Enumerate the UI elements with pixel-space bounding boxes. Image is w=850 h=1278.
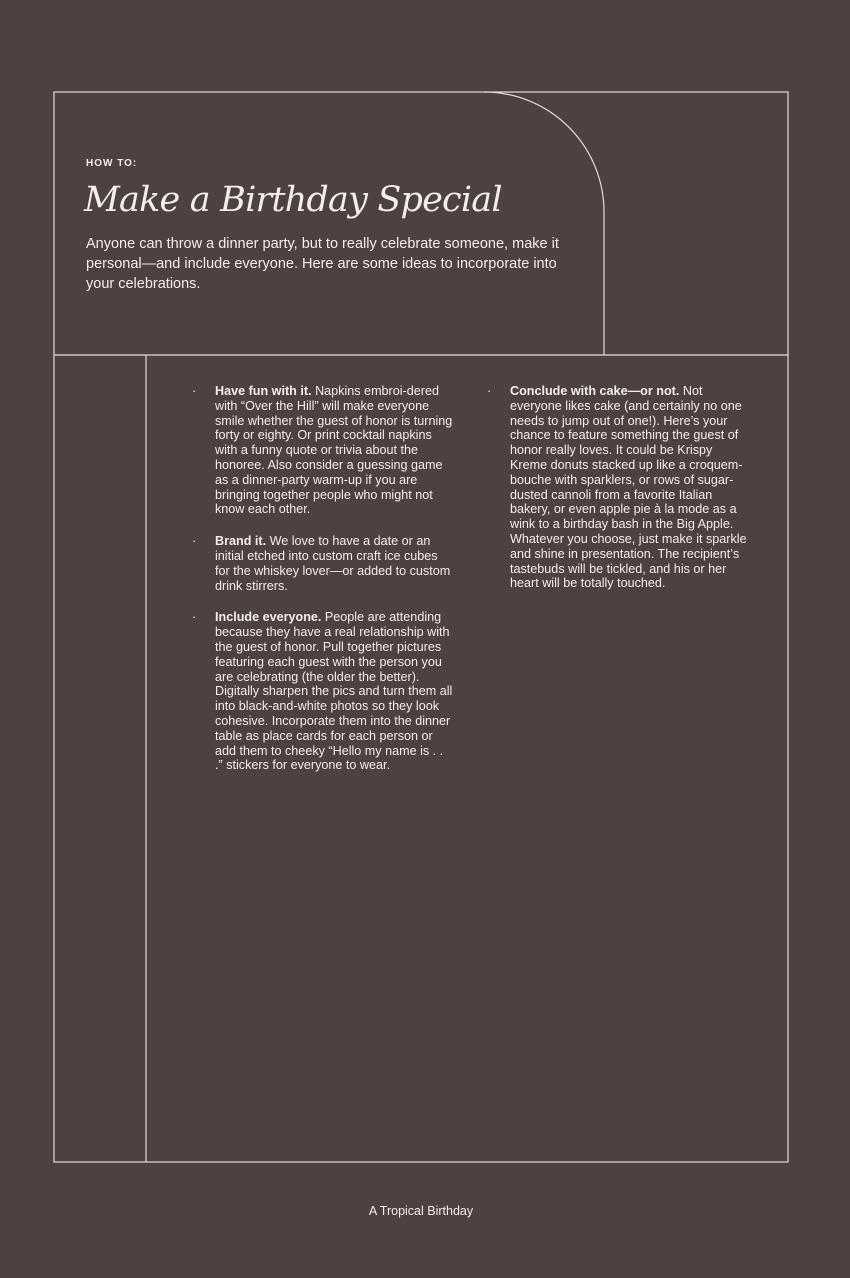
header-arc	[484, 92, 604, 355]
tip-item	[192, 534, 454, 593]
tip-item	[192, 384, 454, 517]
tip-lead: Include everyone.	[215, 610, 325, 625]
intro-paragraph: Anyone can throw a dinner party, but to really celebrate someone, make it personal—and include everyone. Here are some ideas to incorporate into your celebrations.	[86, 236, 559, 292]
eyebrow-label: HOW TO:	[86, 158, 138, 169]
page-title: Make a Birthday Special	[84, 180, 502, 220]
bullet: ·	[192, 610, 197, 625]
tip-body: Not everyone likes cake (and certainly no one needs to jump out of one!). Here’s your chance to feature something the guest of honor really loves. It could be Krispy Kreme donuts stacked up like a croquem-bouche with sparklers, or rows of sugar-dusted cannoli from a favorite Italian bakery, or even apple pie à la mode as a wink to a birthday bash in the Big Apple. Whatever you choose, just make it sparkle and shine in presentation. The recipient’s tastebuds will be tickled, and his or her heart will be totally touched.	[510, 384, 747, 591]
tip-body: People are attending because they have a real relationship with the guest of honor. Pull together pictures featuring each guest with the person you are celebrating (the older the better). Digitally sharpen the pics and turn them all into black-and-white photos so they look cohesive. Incorporate them into the dinner table as place cards for each person or add them to cheeky “Hello my name is . . .” stickers for everyone to wear.	[215, 610, 453, 773]
bullet: ·	[487, 384, 492, 398]
tip-lead: Conclude with cake—or not.	[510, 384, 683, 398]
tip-lead: Brand it.	[215, 534, 270, 549]
tips-column-left	[192, 384, 454, 790]
tip-lead: Have fun with it.	[215, 384, 316, 398]
page-footer: A Tropical Birthday	[368, 1204, 474, 1218]
bullet: ·	[192, 384, 197, 398]
bullet: ·	[192, 534, 197, 549]
tip-body: Napkins embroi-dered with “Over the Hill” will make everyone smile whether the guest of honor is turning forty or eighty. Or print cocktail napkins with a funny quote or trivia about the honoree. Also consider a guessing game as a dinner-party warm-up if you are bringing together people who might not know each other.	[215, 384, 453, 517]
tip-body: We love to have a date or an initial etched into custom craft ice cubes for the whiskey lover—or added to custom drink stirrers.	[215, 534, 451, 593]
tip-item	[192, 610, 454, 773]
tip-item	[487, 384, 749, 591]
tips-column-right	[487, 384, 749, 608]
